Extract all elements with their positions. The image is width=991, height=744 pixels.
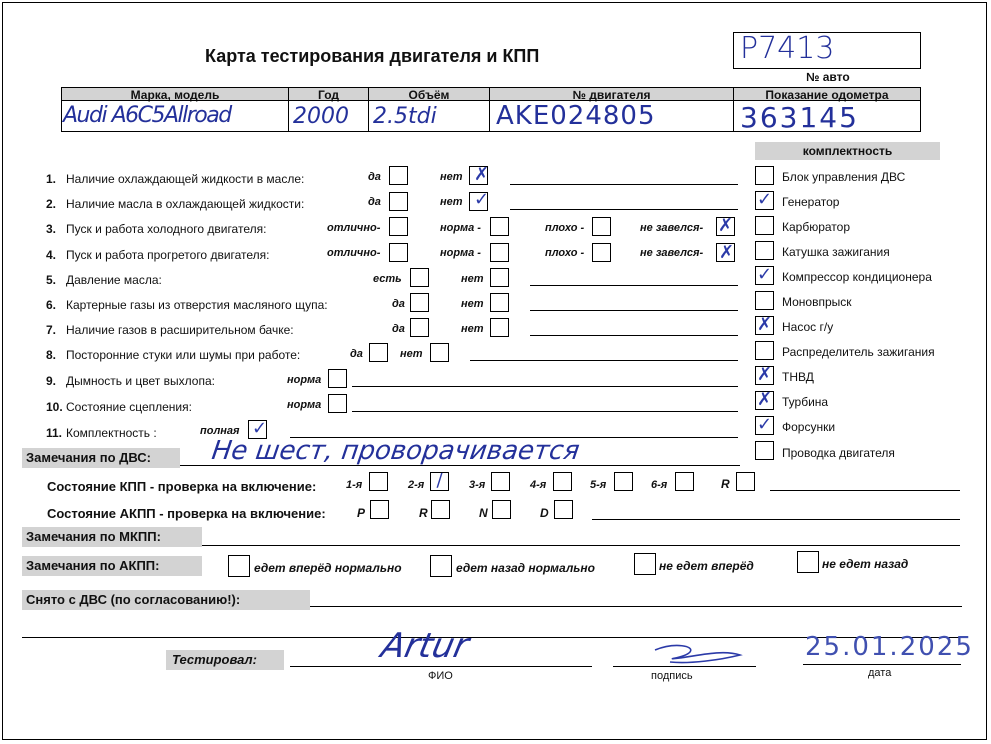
answer-line [530, 335, 738, 336]
option-label: не завелся- [640, 247, 704, 259]
akpp-option-checkbox[interactable] [228, 555, 250, 577]
mkpp-check-label: Состояние КПП - проверка на включение: [47, 479, 317, 494]
gear-label: 5-я [590, 479, 607, 491]
row-num: 8. [46, 348, 57, 362]
tested-label: Тестировал: [166, 650, 284, 670]
tester-signature: Artur [377, 626, 473, 666]
check-mark-icon: ✗ [756, 314, 773, 335]
engine-remarks-value: Не шест, проворачивается [209, 436, 582, 466]
checkbox[interactable] [490, 268, 509, 287]
option-label: да [350, 348, 363, 360]
row-label: Дымность и цвет выхлопа: [66, 374, 215, 388]
component-label: Компрессор кондиционера [782, 270, 932, 284]
check-mark-icon: ✓ [473, 189, 490, 210]
checkbox[interactable] [490, 318, 509, 337]
gear-label: R [721, 477, 730, 491]
gear-checkbox[interactable] [675, 472, 694, 491]
check-mark-icon: ✓ [756, 264, 773, 285]
akpp-option-checkbox[interactable] [634, 553, 656, 575]
component-label: Генератор [782, 195, 840, 209]
checkbox[interactable] [410, 293, 429, 312]
make-value: Audi A6C5Allroad [63, 103, 231, 128]
checkbox[interactable] [389, 166, 408, 185]
option-label: не завелся- [640, 222, 704, 234]
gear-checkbox[interactable] [431, 500, 450, 519]
row-num: 11. [46, 426, 63, 440]
volume-header: Объём [368, 87, 490, 101]
row-label: Посторонние стуки или шумы при работе: [66, 348, 301, 362]
row-num: 9. [46, 374, 57, 388]
option-label: есть [373, 273, 402, 285]
engine-cell [489, 100, 734, 132]
row-num: 6. [46, 298, 57, 312]
component-label: Форсунки [782, 420, 836, 434]
checkbox[interactable] [490, 293, 509, 312]
gear-checkbox[interactable] [553, 472, 572, 491]
volume-cell [368, 100, 490, 132]
engine-remarks-label: Замечания по ДВС: [22, 448, 180, 468]
component-label: Моновпрыск [782, 295, 852, 309]
fio-line [290, 666, 592, 667]
car-number-box [733, 32, 921, 69]
row-num: 2. [46, 197, 57, 211]
akpp-remarks-label: Замечания по АКПП: [22, 556, 202, 576]
component-checkbox[interactable] [755, 241, 774, 260]
checkbox[interactable] [592, 217, 611, 236]
row-num: 5. [46, 273, 57, 287]
row-num: 1. [46, 172, 57, 186]
akpp-option-label: едет вперёд нормально [254, 561, 402, 575]
akpp-check-label: Состояние АКПП - проверка на включение: [47, 506, 326, 521]
component-label: Распределитель зажигания [782, 345, 935, 359]
signature-scribble [650, 640, 745, 670]
row-label: Давление масла: [66, 273, 162, 287]
row-num: 4. [46, 248, 57, 262]
akpp-option-label: не едет вперёд [659, 559, 754, 573]
option-label: норма [287, 374, 322, 386]
gear-checkbox[interactable] [614, 472, 633, 491]
gear-checkbox[interactable] [491, 472, 510, 491]
option-label: нет [461, 273, 484, 285]
gear-checkbox[interactable] [492, 500, 511, 519]
check-mark-icon: ✗ [756, 364, 773, 385]
option-label: да [392, 323, 405, 335]
check-mark-icon: ✓ [756, 189, 773, 210]
page-title: Карта тестирования двигателя и КПП [205, 46, 540, 66]
akpp-option-label: едет назад нормально [456, 561, 596, 575]
check-mark-icon: ✗ [756, 389, 773, 410]
answer-line [352, 411, 738, 412]
option-label: да [392, 298, 405, 310]
row-label: Наличие охлаждающей жидкости в масле: [66, 172, 305, 186]
gear-label: 4-я [530, 479, 547, 491]
row-num: 7. [46, 323, 57, 337]
component-checkbox[interactable] [755, 291, 774, 310]
row-label: Картерные газы из отверстия масляного щупа: [66, 298, 328, 312]
option-label: да [368, 196, 381, 208]
checkbox[interactable] [490, 243, 509, 262]
row-label: Пуск и работа холодного двигателя: [66, 222, 267, 236]
gear-label: P [357, 506, 366, 520]
completeness-header: комплектность [755, 142, 940, 160]
option-label: плохо - [545, 222, 585, 234]
akpp-check-line [592, 519, 960, 520]
component-label: Карбюратор [782, 220, 851, 234]
row-label: Наличие газов в расширительном бачке: [66, 323, 294, 337]
fio-label: ФИО [428, 670, 453, 682]
answer-line [510, 209, 738, 210]
option-label: норма - [440, 247, 481, 259]
row-num: 10. [46, 400, 63, 414]
component-label: Насос г/у [782, 320, 834, 334]
gear-label: R [419, 506, 428, 520]
gear-label: D [540, 506, 549, 520]
gear-label: 6-я [651, 479, 668, 491]
check-mark-icon: ✗ [717, 215, 734, 236]
answer-line [510, 184, 738, 185]
check-mark-icon: / [436, 470, 443, 491]
checkbox[interactable] [490, 217, 509, 236]
answer-line [470, 360, 738, 361]
mkpp-remarks-label: Замечания по МКПП: [22, 527, 202, 547]
option-label: отлично- [327, 247, 381, 259]
component-checkbox[interactable] [755, 341, 774, 360]
removed-line [310, 606, 962, 607]
option-label: нет [440, 196, 463, 208]
row-label: Комплектность : [66, 426, 157, 440]
date-line [803, 664, 961, 665]
answer-line [530, 310, 738, 311]
option-label: норма - [440, 222, 481, 234]
component-checkbox[interactable] [755, 216, 774, 235]
checkbox[interactable] [389, 217, 408, 236]
checkbox[interactable] [389, 243, 408, 262]
checkbox[interactable] [592, 243, 611, 262]
car-number-label: № авто [806, 70, 850, 84]
gear-label: 2-я [408, 479, 425, 491]
row-label: Наличие масла в охлаждающей жидкости: [66, 197, 305, 211]
year-header: Год [288, 87, 369, 101]
answer-line [352, 386, 738, 387]
gear-checkbox[interactable] [370, 500, 389, 519]
row-num: 3. [46, 222, 57, 236]
check-mark-icon: ✓ [251, 418, 268, 439]
gear-label: N [479, 506, 488, 520]
option-label: отлично- [327, 222, 381, 234]
check-mark-icon: ✓ [756, 414, 773, 435]
engine-header: № двигателя [489, 87, 734, 101]
volume-value: 2.5tdi [373, 104, 437, 129]
component-checkbox[interactable] [755, 441, 774, 460]
odometer-header: Показание одометра [733, 87, 921, 101]
akpp-option-checkbox[interactable] [797, 551, 819, 573]
row-label: Состояние сцепления: [66, 400, 192, 414]
akpp-option-label: не едет назад [822, 557, 909, 571]
removed-label: Снято с ДВС (по согласованию!): [22, 590, 310, 610]
odometer-cell [733, 100, 921, 132]
check-mark-icon: ✗ [718, 242, 735, 263]
akpp-option-checkbox[interactable] [430, 555, 452, 577]
check-mark-icon: ✗ [473, 164, 490, 185]
year-cell [288, 100, 369, 132]
row-label: Пуск и работа прогретого двигателя: [66, 248, 270, 262]
gear-label: 1-я [346, 479, 363, 491]
option-label: нет [461, 298, 484, 310]
component-label: Катушка зажигания [782, 245, 890, 259]
date-value: 25.01.2025 [805, 632, 974, 662]
year-value: 2000 [293, 104, 349, 129]
checkbox[interactable] [369, 343, 388, 362]
engine-value: AKE024805 [496, 101, 656, 131]
odometer-value: 363145 [740, 101, 859, 134]
mkpp-check-line [770, 490, 960, 491]
gear-checkbox[interactable] [736, 472, 755, 491]
component-label: Блок управления ДВС [782, 170, 906, 184]
mkpp-remarks-line [202, 545, 960, 546]
component-label: ТНВД [782, 370, 814, 384]
option-label: нет [461, 323, 484, 335]
checkbox[interactable] [430, 343, 449, 362]
make-header: Марка, модель [61, 87, 289, 101]
car-number-value: P7413 [740, 31, 835, 66]
sign-label: подпись [651, 670, 693, 682]
option-label: плохо - [545, 247, 585, 259]
option-label: полная [200, 425, 240, 437]
checkbox[interactable] [328, 369, 347, 388]
checkbox[interactable] [389, 192, 408, 211]
component-label: Турбина [782, 395, 829, 409]
checkbox[interactable] [410, 318, 429, 337]
component-label: Проводка двигателя [782, 446, 895, 460]
component-checkbox[interactable] [755, 166, 774, 185]
gear-checkbox[interactable] [369, 472, 388, 491]
checkbox[interactable] [410, 268, 429, 287]
option-label: нет [440, 171, 463, 183]
option-label: да [368, 171, 381, 183]
gear-checkbox[interactable] [554, 500, 573, 519]
option-label: норма [287, 399, 322, 411]
checkbox[interactable] [328, 394, 347, 413]
option-label: нет [400, 348, 423, 360]
gear-label: 3-я [469, 479, 486, 491]
make-cell [61, 100, 289, 132]
answer-line [530, 285, 738, 286]
date-label: дата [868, 667, 892, 679]
